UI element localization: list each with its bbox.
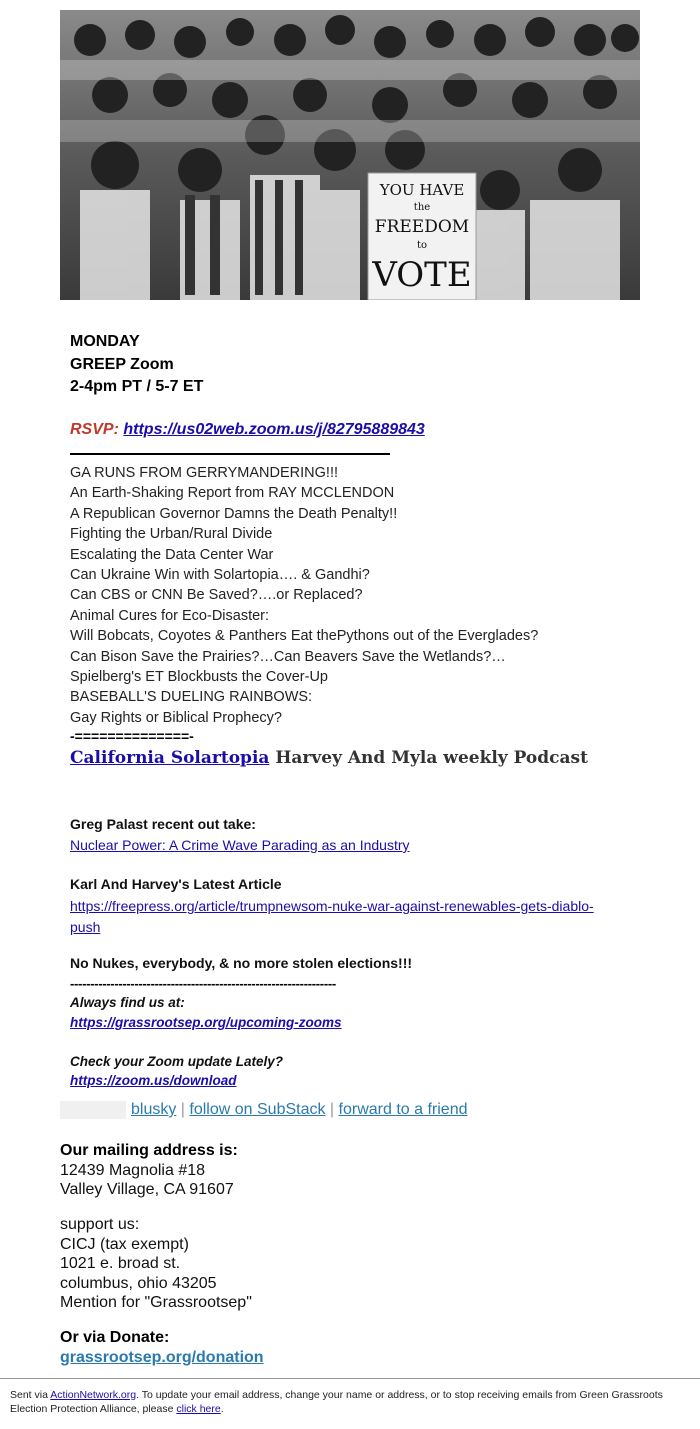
social-links [60,1101,467,1119]
support-line5: Mention for "Grassrootsep" [60,1294,252,1312]
event-header [70,331,203,399]
palast-heading: Greg Palast recent out take: [70,816,256,832]
support-address [60,1215,252,1313]
topic-item: Can Bison Save the Prairies?…Can Beavers Save the Wetlands?… [70,648,506,665]
topic-item: Spielberg's ET Blockbusts the Cover-Up [70,669,328,686]
donate-section [60,1328,264,1367]
find-us-link[interactable]: https://grassrootsep.org/upcoming-zooms [70,1015,342,1030]
sign-line-4: to [416,240,428,251]
support-line3: 1021 e. broad st. [60,1255,181,1273]
sign-line-1: YOU HAVE [379,181,465,199]
topic-item: Escalating the Data Center War [70,546,274,563]
zoom-update-link[interactable]: https://zoom.us/download [70,1073,237,1088]
image-placeholder-icon [60,1101,126,1119]
sign-line-3: FREEDOM [374,217,470,237]
topic-item: BASEBALL'S DUELING RAINBOWS: [70,689,313,706]
mailing-heading: Our mailing address is: [60,1142,238,1159]
unsubscribe-link[interactable]: click here [176,1402,221,1415]
footer-suffix: . [220,1402,224,1415]
section-divider-line [70,453,390,455]
social-separator: | [325,1101,339,1119]
topic-item: Fighting the Urban/Rural Divide [70,526,273,543]
footer-prefix: Sent via [10,1389,51,1401]
support-line1: support us: [60,1216,140,1233]
find-us-heading: Always find us at: [70,995,185,1010]
substack-link[interactable]: follow on SubStack [189,1101,326,1119]
topic-item: Will Bobcats, Coyotes & Panthers Eat thePythons out of the Everglades? [70,628,539,645]
hero-photo-graphic [60,10,640,300]
bluesky-link[interactable]: blusky [131,1101,177,1119]
sign-line-5: VOTE [372,255,472,295]
hero-photo [60,10,640,300]
zoom-update-heading: Check your Zoom update Lately? [70,1054,284,1069]
donate-heading: Or via Donate: [60,1329,170,1346]
topic-item: Can Ukraine Win with Solartopia…. & Gandhi? [70,567,370,584]
rsvp-link[interactable]: https://us02web.zoom.us/j/82795889843 [123,421,425,438]
sign-line-2: the [413,202,431,213]
forward-link[interactable]: forward to a friend [338,1101,468,1119]
podcast-link[interactable]: California Solartopia [70,748,270,768]
event-day: MONDAY [70,333,140,350]
rsvp-label: RSVP: [70,421,119,438]
footer-text [10,1389,690,1416]
topic-item: Can CBS or CNN Be Saved?….or Replaced? [70,587,363,604]
social-separator: | [176,1101,190,1119]
topic-item: GA RUNS FROM GERRYMANDERING!!! [70,465,339,481]
article-heading: Karl And Harvey's Latest Article [70,876,282,892]
topic-item: Gay Rights or Biblical Prophecy? [70,709,282,726]
palast-link[interactable]: Nuclear Power: A Crime Wave Parading as an Industry [70,837,410,853]
email-footer [0,1378,700,1429]
podcast-text: Harvey And Myla weekly Podcast [269,748,588,768]
separator: ------------------------------------------------------------------ [70,976,336,991]
topic-list [70,463,538,728]
topic-item: An Earth-Shaking Report from RAY MCCLENDON [70,485,395,502]
actionnetwork-link[interactable]: ActionNetwork.org [50,1389,137,1401]
support-line4: columbus, ohio 43205 [60,1274,217,1292]
support-line2: CICJ (tax exempt) [60,1235,189,1253]
topic-item: A Republican Governor Damns the Death Penalty!! [70,505,398,522]
donate-link[interactable]: grassrootsep.org/donation [60,1348,264,1366]
article-link[interactable] [70,896,630,938]
mailing-line2: Valley Village, CA 91607 [60,1181,234,1199]
article-link-line1: https://freepress.org/article/trumpnewsom-nuke-war-against-renewables-gets-diablo- [70,898,594,914]
rsvp-line [70,421,425,439]
podcast-line [70,748,588,768]
mailing-line1: 12439 Magnolia #18 [60,1161,206,1179]
event-name: GREEP Zoom [70,355,174,373]
mailing-address [60,1141,238,1200]
footer-middle: . To update your email address, change your name or address, or to stop receiving emails from Green Grassroots Election Protection Alliance, please [10,1389,663,1415]
article-link-line2: push [70,919,101,935]
topic-divider: -==============- [70,728,194,744]
event-time: 2-4pm PT / 5-7 ET [70,378,204,395]
topic-item: Animal Cures for Eco-Disaster: [70,607,270,624]
slogan: No Nukes, everybody, & no more stolen elections!!! [70,955,413,971]
